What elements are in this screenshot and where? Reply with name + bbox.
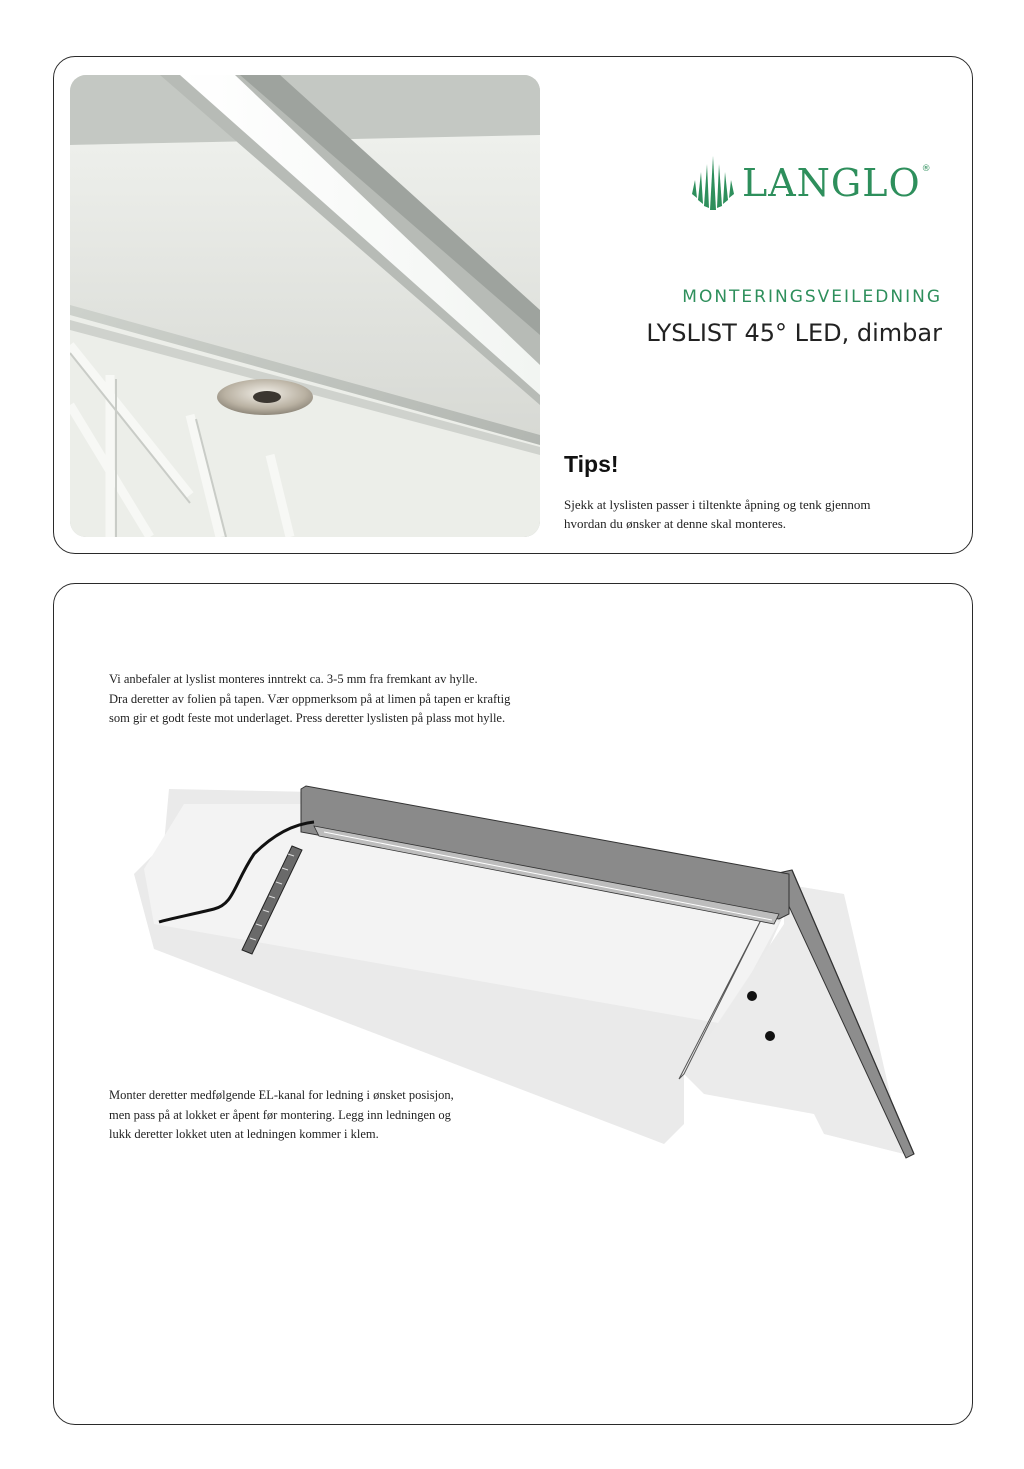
instruction-line: men pass på at lokket er åpent før montering. Legg inn ledningen og: [109, 1107, 451, 1122]
tips-heading: Tips!: [564, 451, 619, 477]
tips-line: Sjekk at lyslisten passer i tiltenkte åpning og tenk gjennom: [564, 497, 871, 512]
brand-logo: [690, 153, 931, 213]
instruction-panel: [53, 583, 973, 1425]
instruction-line: lukk deretter lokket uten at ledningen kommer i klem.: [109, 1127, 379, 1141]
instruction-line: som gir et godt feste mot underlaget. Press deretter lyslisten på plass mot hylle.: [109, 711, 506, 725]
brand-name: LANGLO: [742, 161, 921, 205]
doc-subtitle: MONTERINGSVEILEDNING: [682, 287, 942, 307]
tips-line: hvordan du ønsker at denne skal monteres.: [564, 516, 787, 531]
cover-panel: [53, 56, 973, 554]
tips-text: [564, 495, 954, 533]
led-shelf-photo-image: [70, 75, 540, 537]
instruction-step-2: [109, 1086, 454, 1145]
doc-title: LYSLIST 45° LED, dimbar: [646, 319, 942, 347]
leaf-logo-icon: [690, 156, 736, 210]
instruction-step-1: [109, 670, 510, 729]
product-photo: [70, 75, 540, 537]
instruction-line: Vi anbefaler at lyslist monteres inntrekt ca. 3-5 mm fra fremkant av hylle.: [109, 672, 478, 686]
screw-hole: [747, 991, 757, 1001]
instruction-line: Monter deretter medfølgende EL-kanal for ledning i ønsket posisjon,: [109, 1088, 454, 1102]
registered-mark: ®: [921, 164, 931, 174]
instruction-line: Dra deretter av folien på tapen. Vær oppmerksom på at limen på tapen er kraftig: [109, 691, 511, 706]
screw-hole: [765, 1031, 775, 1041]
